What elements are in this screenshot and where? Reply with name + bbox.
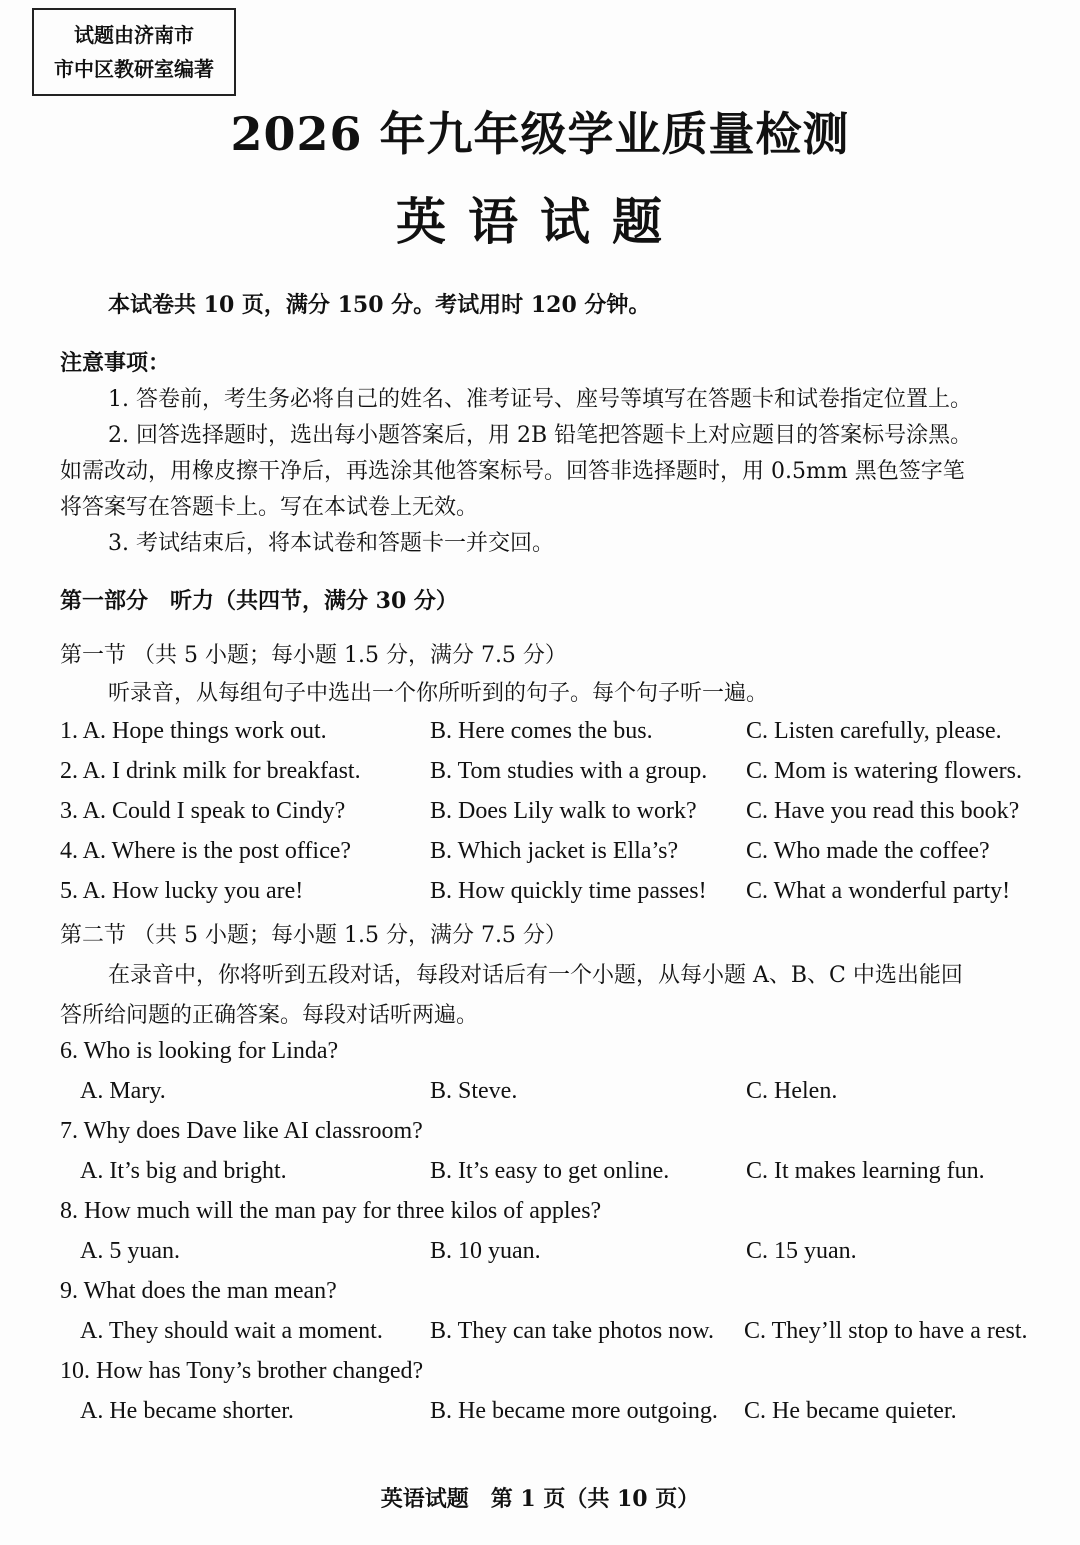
notice-item-2-line-1: 2. 回答选择题时，选出每小题答案后，用 2B 铅笔把答题卡上对应题目的答案标号涂黑。	[108, 423, 973, 448]
q10-option-b: B. He became more outgoing.	[430, 1398, 718, 1424]
q10-option-c: C. He became quieter.	[744, 1398, 957, 1424]
editor-stamp	[32, 8, 236, 96]
q2-option-c: C. Mom is watering flowers.	[746, 758, 1022, 784]
q9-option-a: A. They should wait a moment.	[80, 1318, 383, 1344]
q3-option-c: C. Have you read this book?	[746, 798, 1020, 824]
q10-option-a: A. He became shorter.	[80, 1398, 294, 1424]
q8-option-c: C. 15 yuan.	[746, 1238, 857, 1264]
part1-heading: 第一部分 听力（共四节，满分 30 分）	[60, 588, 458, 614]
q5-option-a: 5. A. How lucky you are!	[60, 878, 304, 904]
q4-option-c: C. Who made the coffee?	[746, 838, 990, 864]
q2-option-b: B. Tom studies with a group.	[430, 758, 708, 784]
stamp-line-1: 试题由济南市	[74, 23, 194, 47]
q6-stem: 6. Who is looking for Linda?	[60, 1038, 339, 1064]
q3-option-a: 3. A. Could I speak to Cindy?	[60, 798, 346, 824]
notice-item-3: 3. 考试结束后，将本试卷和答题卡一并交回。	[108, 531, 554, 556]
notice-item-2-line-2: 如需改动，用橡皮擦干净后，再选涂其他答案标号。回答非选择题时，用 0.5mm 黑色签字笔	[60, 459, 965, 484]
q1-option-a: 1. A. Hope things work out.	[60, 718, 327, 744]
exam-title: 2026 年九年级学业质量检测	[230, 107, 850, 161]
q7-option-c: C. It makes learning fun.	[746, 1158, 985, 1184]
section1-heading: 第一节 （共 5 小题；每小题 1.5 分，满分 7.5 分）	[60, 643, 567, 668]
section2-instruction-line-2: 答所给问题的正确答案。每段对话听两遍。	[60, 1003, 479, 1028]
q6-option-b: B. Steve.	[430, 1078, 518, 1104]
q4-option-a: 4. A. Where is the post office?	[60, 838, 352, 864]
stamp-line-2: 市中区教研室编著	[54, 57, 214, 81]
notice-item-1: 1. 答卷前，考生务必将自己的姓名、准考证号、座号等填写在答题卡和试卷指定位置上。	[108, 387, 972, 412]
q7-option-b: B. It’s easy to get online.	[430, 1158, 670, 1184]
q2-option-a: 2. A. I drink milk for breakfast.	[60, 758, 361, 784]
section2-heading: 第二节 （共 5 小题；每小题 1.5 分，满分 7.5 分）	[60, 923, 567, 948]
notice-heading: 注意事项：	[60, 350, 171, 376]
q9-stem: 9. What does the man mean?	[60, 1278, 337, 1304]
notice-item-2-line-3: 将答案写在答题卡上。写在本试卷上无效。	[60, 495, 479, 520]
page-footer: 英语试题 第 1 页（共 10 页）	[380, 1486, 700, 1512]
q8-option-a: A. 5 yuan.	[80, 1238, 180, 1264]
subject-title: 英语试题	[396, 192, 684, 251]
q10-stem: 10. How has Tony’s brother changed?	[60, 1358, 424, 1384]
q4-option-b: B. Which jacket is Ella’s?	[430, 838, 679, 864]
q5-option-b: B. How quickly time passes!	[430, 878, 707, 904]
q6-option-c: C. Helen.	[746, 1078, 838, 1104]
q3-option-b: B. Does Lily walk to work?	[430, 798, 697, 824]
q7-option-a: A. It’s big and bright.	[80, 1158, 287, 1184]
q8-stem: 8. How much will the man pay for three kilos of apples?	[60, 1198, 602, 1224]
section1-instruction: 听录音，从每组句子中选出一个你所听到的句子。每个句子听一遍。	[108, 681, 769, 706]
q6-option-a: A. Mary.	[80, 1078, 166, 1104]
exam-intro: 本试卷共 10 页，满分 150 分。考试用时 120 分钟。	[108, 292, 651, 318]
q9-option-c: C. They’ll stop to have a rest.	[744, 1318, 1028, 1344]
section2-instruction-line-1: 在录音中，你将听到五段对话，每段对话后有一个小题，从每小题 A、B、C 中选出能回	[108, 963, 963, 988]
q7-stem: 7. Why does Dave like AI classroom?	[60, 1118, 423, 1144]
q5-option-c: C. What a wonderful party!	[746, 878, 1011, 904]
q9-option-b: B. They can take photos now.	[430, 1318, 714, 1344]
q1-option-c: C. Listen carefully, please.	[746, 718, 1002, 744]
q1-option-b: B. Here comes the bus.	[430, 718, 653, 744]
q8-option-b: B. 10 yuan.	[430, 1238, 541, 1264]
